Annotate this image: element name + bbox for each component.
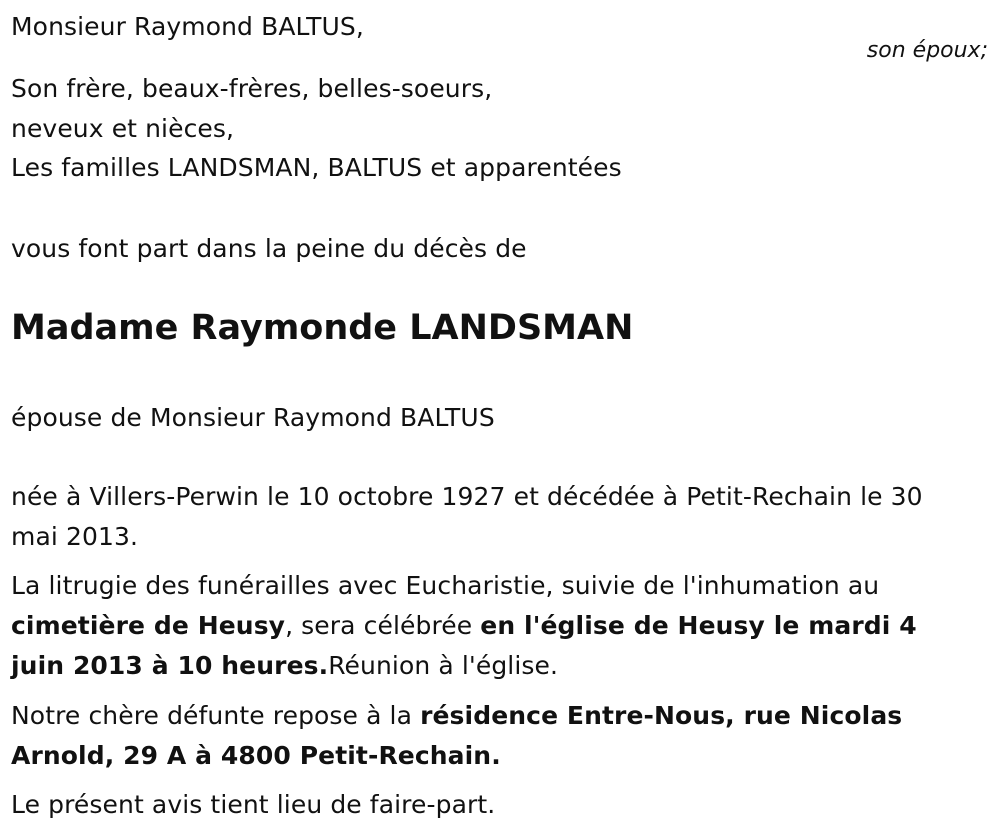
funeral-mid: , sera célébrée (285, 611, 481, 640)
meeting-note: Réunion à l'église. (328, 651, 559, 680)
announcement-text: vous font part dans la peine du décès de (11, 234, 527, 263)
husband-role: son époux; (866, 38, 988, 63)
family-line-3: Les familles LANDSMAN, BALTUS et apparentées (11, 153, 622, 182)
birth-death-paragraph: née à Villers-Perwin le 10 octobre 1927 et décédée à Petit-Rechain le 30 mai 2013. (11, 482, 923, 551)
funeral-paragraph (11, 566, 976, 686)
husband-line: Monsieur Raymond BALTUS, (11, 12, 364, 41)
deceased-name: Madame Raymonde LANDSMAN (11, 308, 634, 348)
spouse-line: épouse de Monsieur Raymond BALTUS (11, 403, 495, 432)
family-line-2: neveux et nièces, (11, 114, 235, 143)
church-date: en l'église de Heusy le mardi 4 juin 2013 à 10 heures. (11, 611, 917, 680)
closing-line: Le présent avis tient lieu de faire-part. (11, 790, 496, 819)
family-line-1: Son frère, beaux-frères, belles-soeurs, (11, 74, 493, 103)
cemetery-name: cimetière de Heusy (11, 611, 286, 640)
rest-intro: Notre chère défunte repose à la (11, 701, 421, 730)
funeral-intro: La litrugie des funérailles avec Eucharistie, suivie de l'inhumation au (11, 571, 880, 600)
rest-paragraph (11, 696, 976, 776)
rest-place: résidence Entre-Nous, rue Nicolas Arnold, 29 A à 4800 Petit-Rechain. (11, 701, 903, 770)
